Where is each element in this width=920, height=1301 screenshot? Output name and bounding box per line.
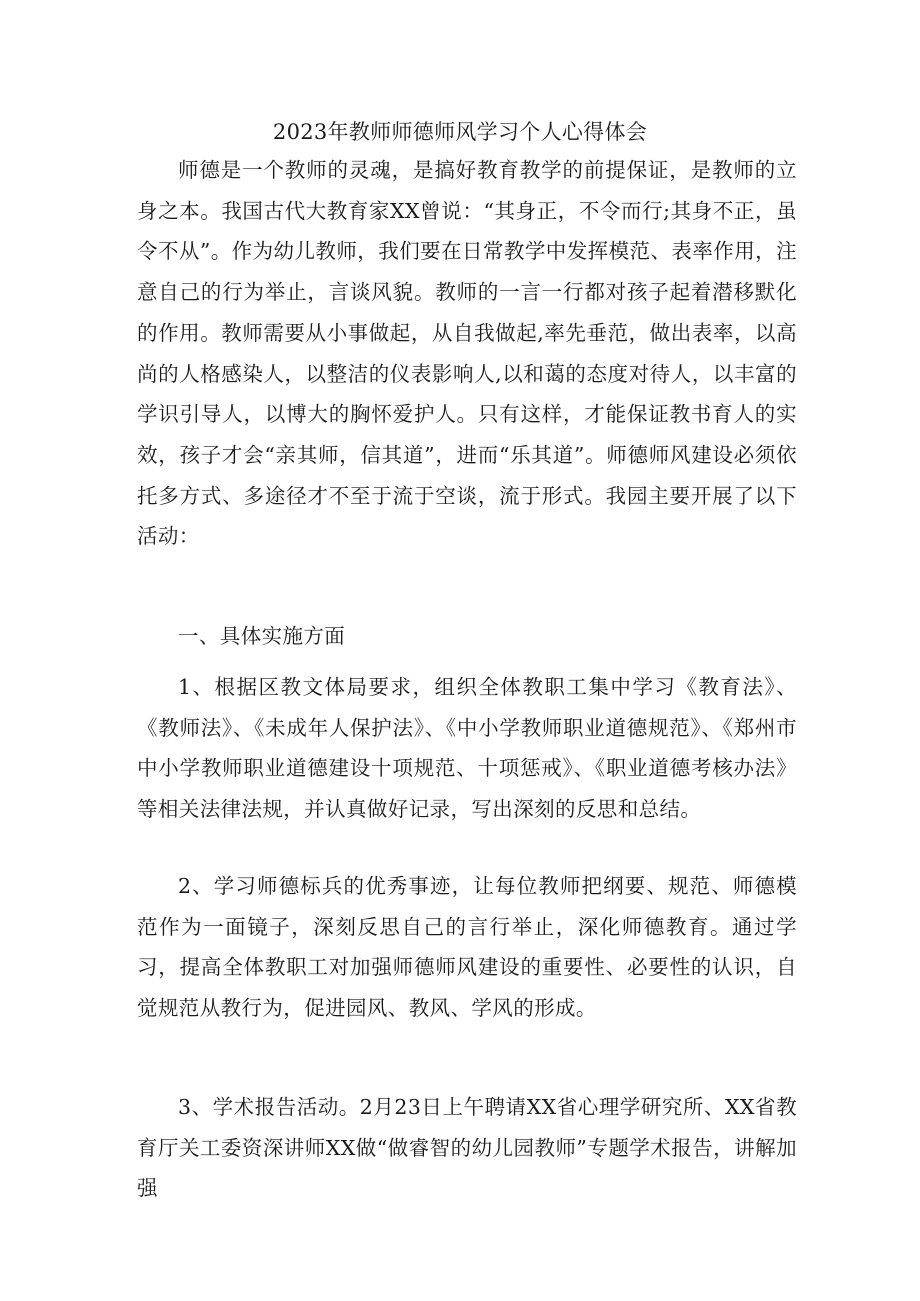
document-title: 2023年教师师德师风学习个人心得体会 — [272, 120, 648, 144]
item-2-paragraph: 2、学习师德标兵的优秀事迹，让每位教师把纲要、规范、师德模范作为一面镜子，深刻反思自己的言行举止，深化师德教育。通过学习，提高全体教职工对加强师德师风建设的重要性、必要性的认识，自觉规范从教行为，促进园风、教风、学风的形成。 — [137, 874, 797, 1021]
intro-paragraph: 师德是一个教师的灵魂，是搞好教育教学的前提保证，是教师的立身之本。我国古代大教育家XX曾说：“其身正，不令而行;其身不正，虽令不从”。作为幼儿教师，我们要在日常教学中发挥模范、表率作用，注意自己的行为举止，言谈风貌。教师的一言一行都对孩子起着潜移默化的作用。教师需要从小事做起，从自我做起,率先垂范，做出表率，以高尚的人格感染人，以整洁的仪表影响人,以和蔼的态度对待人，以丰富的学识引导人，以博大的胸怀爱护人。只有这样，才能保证教书育人的实效，孩子才会“亲其师，信其道”，进而“乐其道”。师德师风建设必须依托多方式、多途径才不至于流于空谈，流于形式。我园主要开展了以下活动： — [137, 158, 797, 549]
item-3-paragraph: 3、学术报告活动。2月23日上午聘请XX省心理学研究所、XX省教育厅关工委资深讲师XX做“做睿智的幼儿园教师”专题学术报告，讲解加强 — [137, 1095, 797, 1201]
item-1-paragraph: 1、根据区教文体局要求，组织全体教职工集中学习《教育法》、《教师法》、《未成年人保护法》、《中小学教师职业道德规范》、《郑州市中小学教师职业道德建设十项规范、十项惩戒》、《职业道德考核办法》等相关法律法规，并认真做好记录，写出深刻的反思和总结。 — [137, 675, 797, 822]
section-heading: 一、具体实施方面 — [178, 624, 346, 648]
